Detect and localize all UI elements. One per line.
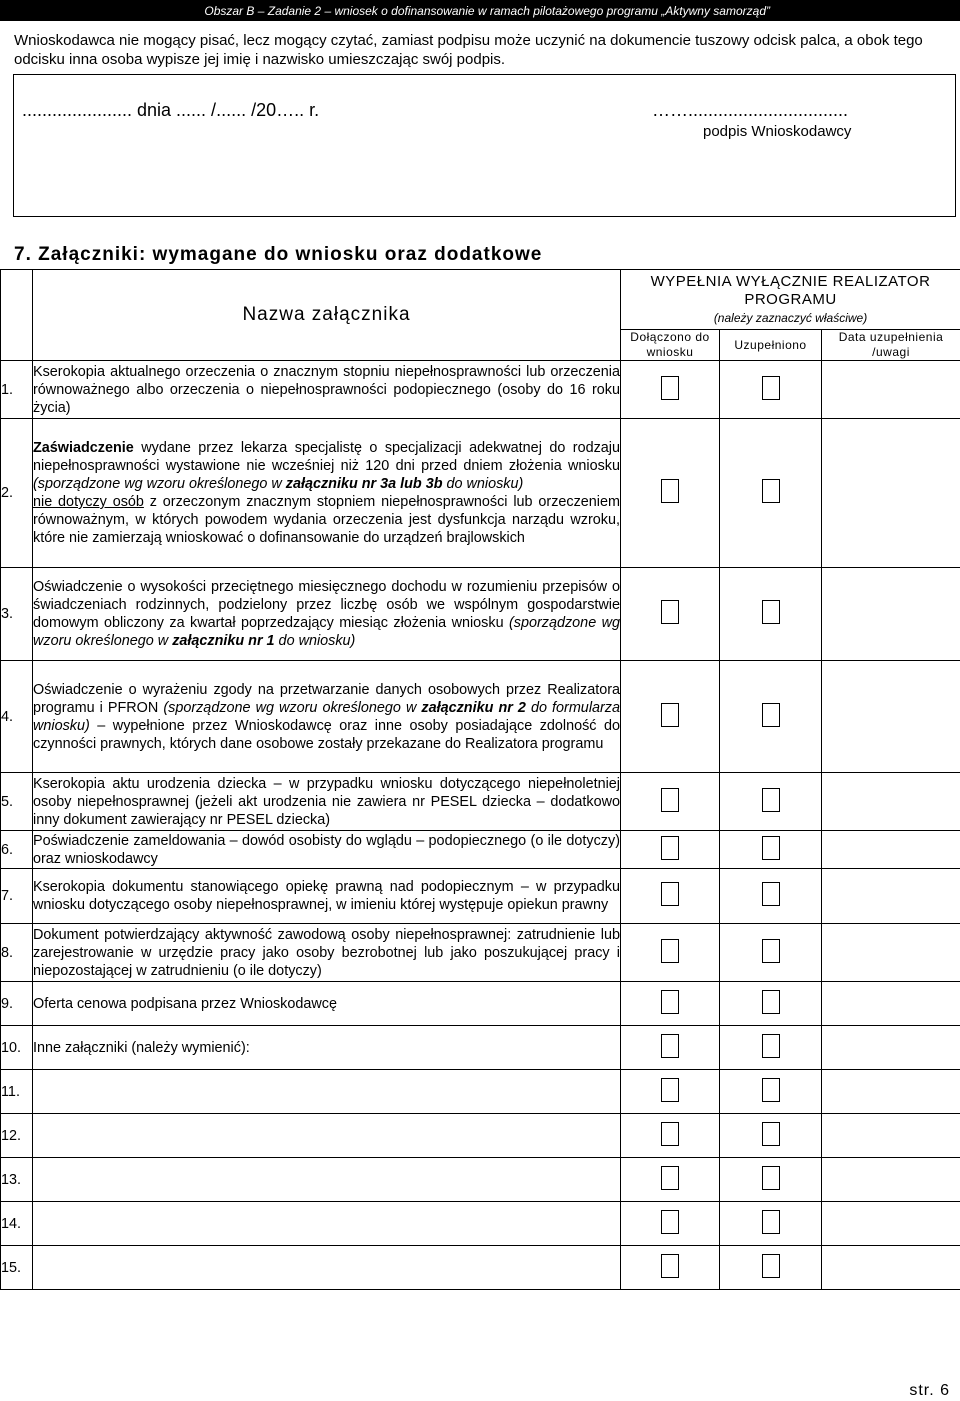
completed-9-cell <box>720 982 822 1026</box>
date-remarks-cell[interactable] <box>822 773 960 831</box>
completed-6-checkbox[interactable] <box>762 836 780 860</box>
table-row <box>1 982 960 1026</box>
date-remarks-cell[interactable] <box>822 661 960 773</box>
date-remarks-cell[interactable] <box>822 869 960 924</box>
description-part: załączniku nr 1 <box>172 633 275 649</box>
page-number: str. 6 <box>909 1382 950 1399</box>
date-remarks-cell[interactable] <box>822 1114 960 1158</box>
completed-1-cell <box>720 361 822 419</box>
completed-10-checkbox[interactable] <box>762 1034 780 1058</box>
signature-date-line: ...................... dnia ...... /...... /20….. r. <box>22 100 320 120</box>
description-part: – wypełnione przez Wnioskodawcę oraz inne osoby posiadające zdolność do czynności prawnych, których dane osobowe zostały przekazane do Realizatora programu <box>33 717 620 752</box>
attached-15-checkbox[interactable] <box>661 1254 679 1278</box>
completed-2-cell <box>720 419 822 568</box>
row-description <box>33 1070 621 1114</box>
row-number: 1. <box>1 361 33 419</box>
completed-3-cell <box>720 568 822 661</box>
date-remarks-cell[interactable] <box>822 1202 960 1246</box>
description-part: nie dotyczy osób <box>33 494 144 510</box>
row-description <box>33 1114 621 1158</box>
description-part: Dokument potwierdzający aktywność zawodową osoby niepełnosprawnej: zatrudnienie lub zarejestrowanie w urzędzie pracy jako osoby bezrobotnej lub jako poszukującej pracy i niepozostającej w zatrudnieniu (o ile dotyczy) <box>33 926 620 979</box>
attached-6-cell <box>621 831 720 869</box>
row-description <box>33 773 621 831</box>
row-number: 7. <box>1 869 33 924</box>
row-description <box>33 1158 621 1202</box>
row-number: 13. <box>1 1158 33 1202</box>
row-number: 2. <box>1 419 33 568</box>
row-number: 6. <box>1 831 33 869</box>
description-part: Oświadczenie o wysokości przeciętnego miesięcznego dochodu w rozumieniu przepisów o świadczeniach rodzinnych, podzielony przez liczbę osób we wspólnym gospodarstwie domowym obliczony za kwartał poprzedzający miesiąc złożenia wniosku <box>33 579 620 631</box>
completed-4-cell <box>720 661 822 773</box>
description-part: do wniosku) <box>274 633 356 649</box>
col-completed-header: Uzupełniono <box>720 330 822 361</box>
table-row <box>1 1246 960 1290</box>
row-number: 10. <box>1 1026 33 1070</box>
table-row <box>1 1070 960 1114</box>
description-part: Kserokopia dokumentu stanowiącego opiekę prawną nad podopiecznym – w przypadku wniosku dotyczącego osoby niepełnosprawnej, w imieniu której występuje opiekun prawny <box>33 879 620 913</box>
realizator-note: (należy zaznaczyć właściwe) <box>713 310 868 325</box>
table-row <box>1 661 960 773</box>
description-part: załączniku nr 2 <box>421 699 526 716</box>
completed-11-cell <box>720 1070 822 1114</box>
table-row <box>1 1026 960 1070</box>
row-description <box>33 831 621 869</box>
intro-text: Wnioskodawca nie mogący pisać, lecz mogący czytać, zamiast podpisu może uczynić na dokumencie tuszowy odcisk palca, a obok tego odcisku inna osoba wypisze jej imię i nazwisko umieszczając swój podpis. <box>14 32 923 68</box>
row-number: 15. <box>1 1246 33 1290</box>
realizator-title: WYPEŁNIA WYŁĄCZNIE REALIZATOR PROGRAMU <box>650 272 931 308</box>
attached-9-cell <box>621 982 720 1026</box>
attached-12-cell <box>621 1114 720 1158</box>
description-text: Oferta cenowa podpisana przez Wnioskodawcę <box>33 995 337 1012</box>
attached-12-checkbox[interactable] <box>661 1122 679 1146</box>
signature-dots: ……................................ <box>652 100 849 120</box>
completed-8-checkbox[interactable] <box>762 939 780 963</box>
row-description <box>33 1246 621 1290</box>
description-part: Oświadczenie o wyrażeniu zgody na przetwarzanie danych osobowych przez Realizatora programu i PFRON <box>33 681 620 716</box>
section-title: 7. Załączniki: wymagane do wniosku oraz dodatkowe <box>14 244 543 265</box>
table-row <box>1 831 960 869</box>
date-remarks-cell[interactable] <box>822 1158 960 1202</box>
table-row <box>1 924 960 982</box>
attached-3-cell <box>621 568 720 661</box>
completed-8-cell <box>720 924 822 982</box>
completed-13-cell <box>720 1158 822 1202</box>
attached-6-checkbox[interactable] <box>661 836 679 860</box>
row-number: 5. <box>1 773 33 831</box>
attached-4-cell <box>621 661 720 773</box>
row-description <box>33 661 621 773</box>
col-attached-header: Dołączono do wniosku <box>621 330 720 361</box>
completed-2-checkbox[interactable] <box>762 479 780 503</box>
row-number: 4. <box>1 661 33 773</box>
row-description <box>33 869 621 924</box>
row-number: 14. <box>1 1202 33 1246</box>
table-row <box>1 1114 960 1158</box>
row-number: 11. <box>1 1070 33 1114</box>
attached-5-cell <box>621 773 720 831</box>
attached-10-checkbox[interactable] <box>661 1034 679 1058</box>
row-description <box>33 924 621 982</box>
attached-8-checkbox[interactable] <box>661 939 679 963</box>
description-part: do formularza wniosku) <box>33 699 621 734</box>
completed-11-checkbox[interactable] <box>762 1078 780 1102</box>
row-number: 9. <box>1 982 33 1026</box>
attachments-table <box>0 269 960 1290</box>
completed-13-checkbox[interactable] <box>762 1166 780 1190</box>
attached-7-checkbox[interactable] <box>661 882 679 906</box>
description-part: do wniosku) <box>442 476 524 492</box>
table-row <box>1 1202 960 1246</box>
description-part: wydane przez lekarza specjalistę o specjalizacji adekwatnej do rodzaju niepełnosprawności wystawione nie wcześniej niż 120 dni przed dniem złożenia wniosku <box>33 440 620 474</box>
row-description <box>33 568 621 661</box>
row-description <box>33 419 621 568</box>
attached-14-cell <box>621 1202 720 1246</box>
row-number: 3. <box>1 568 33 661</box>
attached-9-checkbox[interactable] <box>661 990 679 1014</box>
completed-7-checkbox[interactable] <box>762 882 780 906</box>
attached-11-checkbox[interactable] <box>661 1078 679 1102</box>
table-row <box>1 869 960 924</box>
completed-15-cell <box>720 1246 822 1290</box>
description-part: (sporządzone wg wzoru określonego w <box>163 699 422 716</box>
signature-box <box>13 74 956 217</box>
completed-9-checkbox[interactable] <box>762 990 780 1014</box>
completed-7-cell <box>720 869 822 924</box>
completed-3-checkbox[interactable] <box>762 600 780 624</box>
attached-13-cell <box>621 1158 720 1202</box>
date-remarks-cell[interactable] <box>822 1026 960 1070</box>
row-description <box>33 1202 621 1246</box>
attached-1-checkbox[interactable] <box>661 376 679 400</box>
description-text: Inne załączniki (należy wymienić): <box>33 1039 250 1056</box>
attached-3-checkbox[interactable] <box>661 600 679 624</box>
name-header: Nazwa załącznika <box>33 270 621 361</box>
row-description <box>33 1026 621 1070</box>
date-remarks-cell[interactable] <box>822 568 960 661</box>
completed-14-cell <box>720 1202 822 1246</box>
completed-1-checkbox[interactable] <box>762 376 780 400</box>
col-date-header: Data uzupełnienia /uwagi <box>822 330 960 361</box>
attached-10-cell <box>621 1026 720 1070</box>
description-part: Kserokopia aktu urodzenia dziecka – w przypadku wniosku dotyczącego niepełnoletniej osoby niepełnosprawnej (jeżeli akt urodzenia nie zawiera nr PESEL dziecka – dodatkowo inny dokument zawierający nr PESEL dziecka) <box>33 775 620 828</box>
description-part: (sporządzone wg wzoru określonego w <box>33 615 620 649</box>
attached-2-cell <box>621 419 720 568</box>
attached-7-cell <box>621 869 720 924</box>
date-remarks-cell[interactable] <box>822 1070 960 1114</box>
row-number: 8. <box>1 924 33 982</box>
table-row <box>1 361 960 419</box>
completed-4-checkbox[interactable] <box>762 703 780 727</box>
description-part: (sporządzone wg wzoru określonego w <box>33 476 286 492</box>
description-part: Poświadczenie zameldowania – dowód osobisty do wglądu – podopiecznego (o ile dotyczy) oraz wnioskodawcy <box>33 832 620 867</box>
attached-14-checkbox[interactable] <box>661 1210 679 1234</box>
attached-8-cell <box>621 924 720 982</box>
completed-5-cell <box>720 773 822 831</box>
description-part: Kserokopia aktualnego orzeczenia o znacznym stopniu niepełnosprawności lub orzeczenia równoważnego albo orzeczenia o niepełnosprawności podopiecznego (osoby do 16 roku życia) <box>33 363 620 416</box>
date-remarks-cell[interactable] <box>822 1246 960 1290</box>
date-remarks-cell[interactable] <box>822 361 960 419</box>
completed-10-cell <box>720 1026 822 1070</box>
completed-14-checkbox[interactable] <box>762 1210 780 1234</box>
table-row <box>1 419 960 568</box>
table-row <box>1 1158 960 1202</box>
attached-1-cell <box>621 361 720 419</box>
attached-13-checkbox[interactable] <box>661 1166 679 1190</box>
row-description <box>33 982 621 1026</box>
completed-6-cell <box>720 831 822 869</box>
realizator-header <box>621 270 960 330</box>
date-remarks-cell[interactable] <box>822 924 960 982</box>
description-part: załączniku nr 3a lub 3b <box>285 476 443 492</box>
date-remarks-cell[interactable] <box>822 419 960 568</box>
completed-12-cell <box>720 1114 822 1158</box>
completed-5-checkbox[interactable] <box>762 788 780 812</box>
completed-15-checkbox[interactable] <box>762 1254 780 1278</box>
num-header <box>1 270 33 361</box>
description-part: Zaświadczenie <box>33 440 134 456</box>
row-description <box>33 361 621 419</box>
attached-5-checkbox[interactable] <box>661 788 679 812</box>
signature-label: podpis Wnioskodawcy <box>703 123 852 140</box>
row-number: 12. <box>1 1114 33 1158</box>
date-remarks-cell[interactable] <box>822 831 960 869</box>
table-row <box>1 568 960 661</box>
page-header <box>0 0 960 21</box>
completed-12-checkbox[interactable] <box>762 1122 780 1146</box>
table-row <box>1 773 960 831</box>
attached-15-cell <box>621 1246 720 1290</box>
date-remarks-cell[interactable] <box>822 982 960 1026</box>
header-text: Obszar B – Zadanie 2 – wniosek o dofinansowanie w ramach pilotażowego programu „Aktywny samorząd” <box>204 3 770 18</box>
attached-11-cell <box>621 1070 720 1114</box>
description-part: z orzeczonym znacznym stopniem niepełnosprawności lub orzeczeniem równoważnym, w których powodem wydania orzeczenia jest dysfunkcja narządu wzroku, które nie zamierzają wnioskować o dofinansowanie do urządzeń brajlowskich <box>33 494 620 546</box>
attached-2-checkbox[interactable] <box>661 479 679 503</box>
attached-4-checkbox[interactable] <box>661 703 679 727</box>
